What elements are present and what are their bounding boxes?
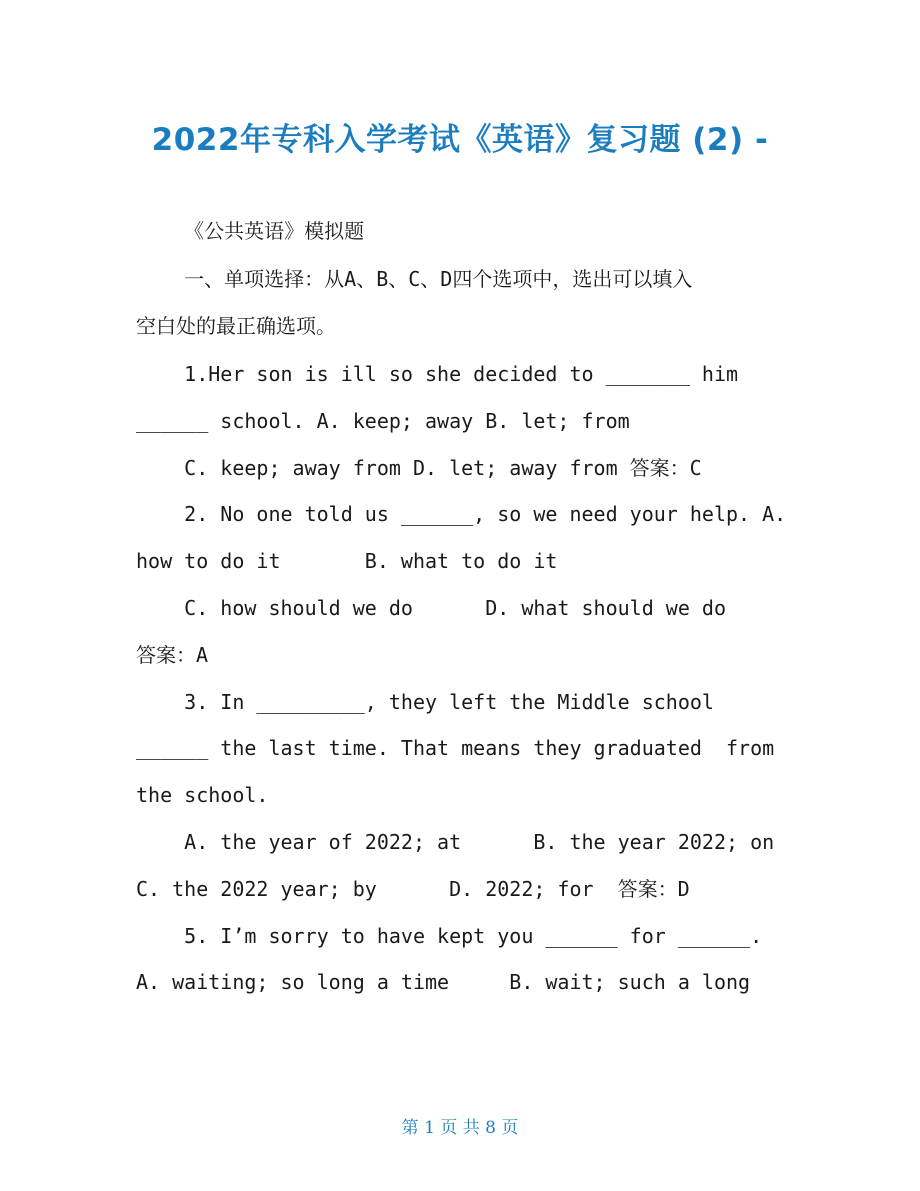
- text-line: ______ school. A. keep; away B. let; from: [136, 409, 630, 433]
- text-line: A. the year of 2022; at B. the year 2022; on: [136, 830, 775, 854]
- text-line: 2. No one told us ______, so we need your help. A.: [136, 502, 787, 526]
- page-number-footer: 第 1 页 共 8 页: [401, 1118, 519, 1138]
- text-line: 《公共英语》模拟题: [136, 219, 365, 243]
- text-line: 1.Her son is ill so she decided to _______ him: [136, 362, 739, 386]
- text-line: C. the 2022 year; by D. 2022; for 答案：D: [136, 877, 690, 901]
- text-line: 答案：A: [136, 643, 209, 667]
- text-line: the school.: [136, 783, 269, 807]
- text-line: 5. I’m sorry to have kept you ______ for ______.: [136, 924, 763, 948]
- text-line: C. keep; away from D. let; away from 答案：C: [136, 456, 702, 480]
- text-line: 一、单项选择：从A、B、C、D四个选项中，选出可以填入: [136, 267, 693, 291]
- text-line: A. waiting; so long a time B. wait; such a long: [136, 970, 751, 994]
- text-line: 3. In _________, they left the Middle school: [136, 690, 714, 714]
- document-title: 2022年专科入学考试《英语》复习题 (2) -: [151, 122, 769, 158]
- text-line: C. how should we do D. what should we do: [136, 596, 727, 620]
- text-line: how to do it B. what to do it: [136, 549, 558, 573]
- text-line: 空白处的最正确选项。: [136, 314, 336, 338]
- text-line: ______ the last time. That means they graduated from: [136, 736, 775, 760]
